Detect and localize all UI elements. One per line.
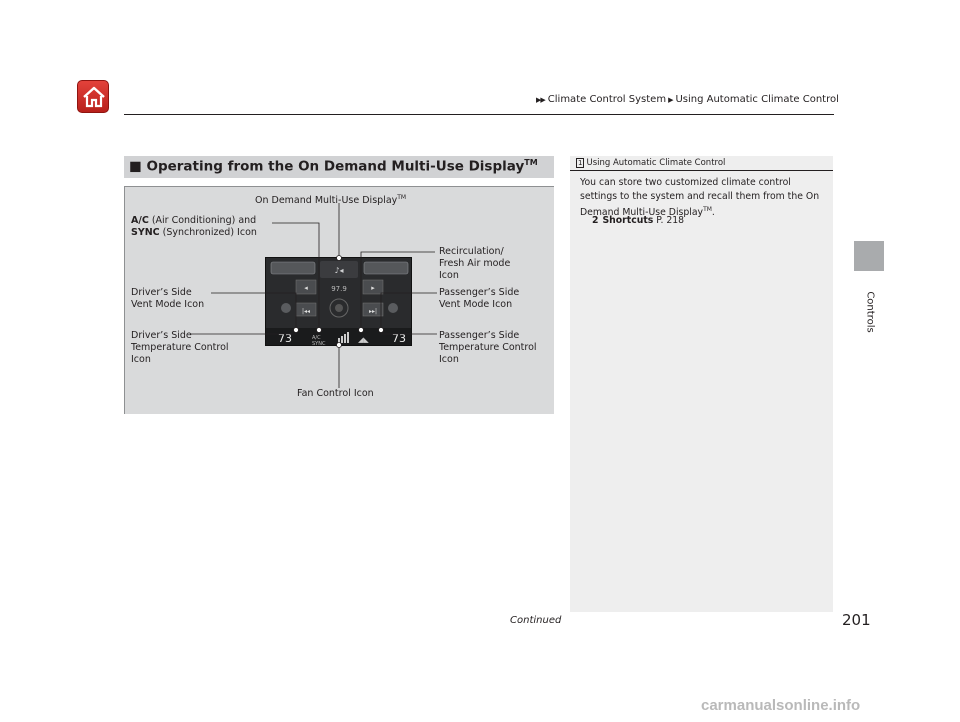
svg-text:▸▸|: ▸▸| [368, 308, 378, 315]
callout-passenger-temp: Passenger’s Side Temperature Control Icon [439, 330, 537, 365]
svg-text:◢◣: ◢◣ [358, 336, 369, 344]
note-body: You can store two customized climate control settings to the system and recall them from the On Demand Multi-Use Display™. [580, 177, 820, 219]
note-heading: 1 Using Automatic Climate Control [578, 158, 726, 168]
breadcrumb-arrow-icon: ▶ [668, 96, 674, 104]
callout-recirculation: Recirculation/ Fresh Air mode Icon [439, 246, 511, 281]
svg-text:73: 73 [278, 332, 292, 345]
breadcrumb-item[interactable]: Climate Control System [547, 94, 667, 105]
callout-ac-sync: A/C (Air Conditioning) and SYNC (Synchronized) Icon [131, 215, 257, 238]
callout-driver-temp: Driver’s Side Temperature Control Icon [131, 330, 229, 365]
svg-text:♪◂: ♪◂ [334, 266, 344, 275]
chapter-tab-label[interactable]: Controls [864, 291, 876, 333]
watermark: carmanualsonline.info [701, 697, 861, 714]
continued-label: Continued [510, 615, 562, 626]
shortcuts-link[interactable]: 2 Shortcuts P. 218 [592, 215, 685, 226]
breadcrumb-item[interactable]: Using Automatic Climate Control [675, 94, 839, 105]
svg-text:97.9: 97.9 [331, 285, 347, 293]
svg-text:SYNC: SYNC [312, 341, 326, 346]
svg-text:73: 73 [392, 332, 406, 345]
svg-text:◂: ◂ [304, 284, 308, 292]
svg-text:|◂◂: |◂◂ [301, 308, 311, 315]
callout-fan: Fan Control Icon [297, 388, 374, 399]
section-title: ■ Operating from the On Demand Multi-Use Display™ [129, 158, 538, 175]
note-divider [570, 170, 833, 171]
callout-driver-vent: Driver’s Side Vent Mode Icon [131, 287, 205, 310]
note-marker-icon: 1 [578, 159, 583, 167]
callout-display: On Demand Multi-Use Display™ [255, 194, 407, 207]
svg-text:A/C: A/C [312, 335, 321, 341]
breadcrumb-arrow-icon: ▶▶ [536, 96, 545, 104]
svg-text:▸: ▸ [371, 284, 375, 292]
callout-passenger-vent: Passenger’s Side Vent Mode Icon [439, 287, 520, 310]
page-number: 201 [842, 611, 871, 629]
cross-reference-icon: 2 [592, 215, 599, 226]
